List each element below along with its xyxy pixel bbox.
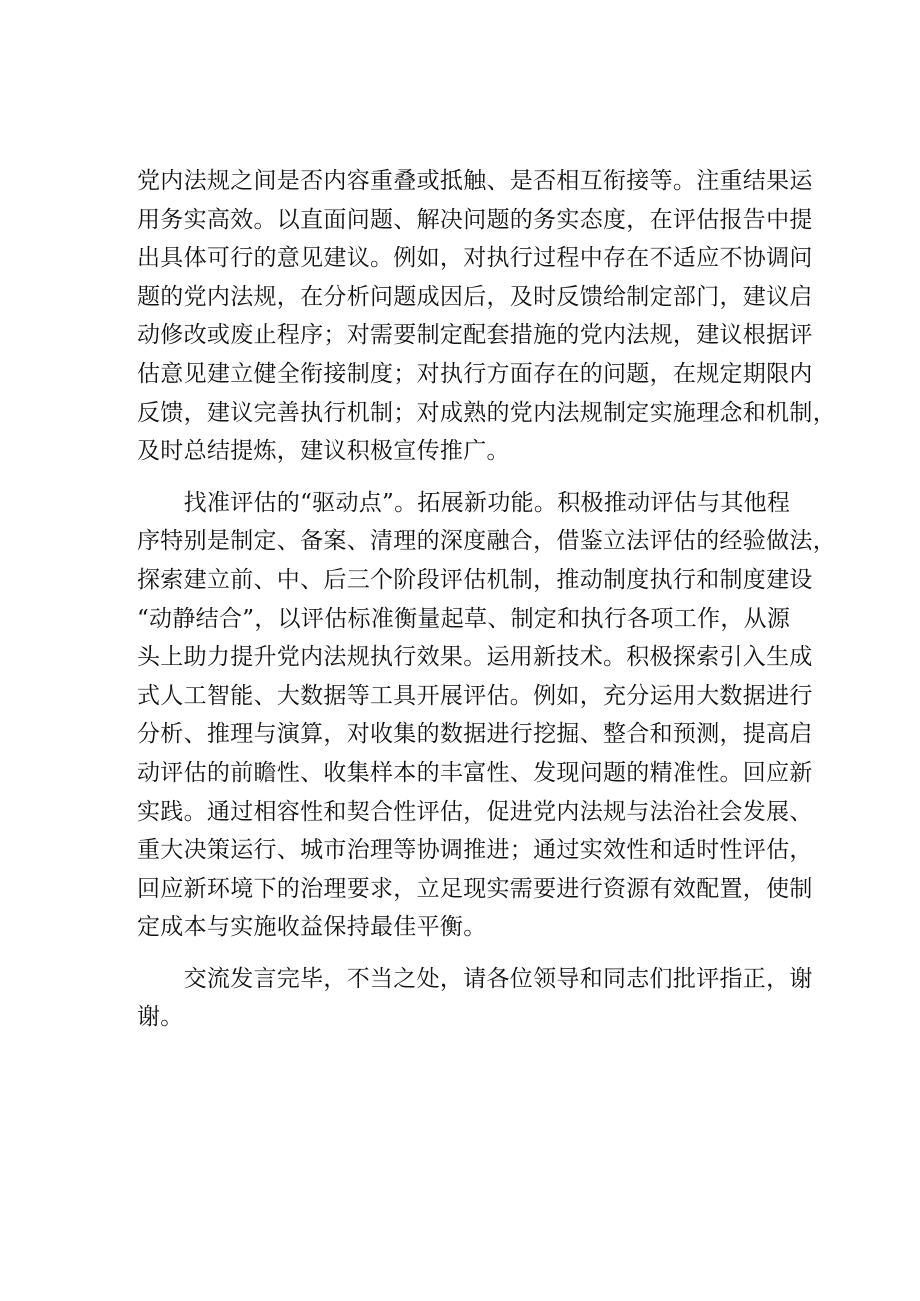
document-body [137,162,836,1037]
text-line: 党内法规之间是否内容重叠或抵触、是否相互衔接等。注重结果运 [137,168,813,194]
text-line: 实践。通过相容性和契合性评估，促进党内法规与法治社会发展、 [137,798,813,825]
paragraph-closing-remarks [137,960,817,1037]
paragraph-spacer [137,471,817,484]
paragraph-driving-point [137,484,836,947]
text-line: 探索建立前、中、后三个阶段评估机制，推动制度执行和制度建设 [137,566,813,593]
text-line: “动静结合”，以评估标准衡量起草、制定和执行各项工作，从源 [137,605,791,632]
text-line: 式人工智能、大数据等工具开展评估。例如，充分运用大数据进行 [137,682,813,709]
text-line: 及时总结提炼，建议积极宣传推广。 [137,438,510,465]
text-line: 回应新环境下的治理要求，立足现实需要进行资源有效配置，使制 [137,875,813,902]
text-line: 找准评估的“驱动点”。拓展新功能。积极推动评估与其他程 [137,489,791,516]
paragraph-evaluation-results [137,162,836,471]
text-line: 出具体可行的意见建议。例如，对执行过程中存在不适应不协调问 [137,245,813,272]
text-line: 定成本与实施收益保持最佳平衡。 [137,914,487,941]
paragraph-spacer [137,947,817,960]
text-line: 序特别是制定、备案、清理的深度融合，借鉴立法评估的经验做法， [137,528,836,555]
text-line: 题的党内法规，在分析问题成因后，及时反馈给制定部门，建议启 [137,283,813,310]
text-line: 谢。 [137,1004,184,1031]
text-line: 动修改或废止程序；对需要制定配套措施的党内法规，建议根据评 [137,322,813,349]
text-line: 动评估的前瞻性、收集样本的丰富性、发现问题的精准性。回应新 [137,759,813,786]
text-line: 交流发言完毕，不当之处，请各位领导和同志们批评指正，谢 [137,965,813,992]
text-line: 分析、推理与演算，对收集的数据进行挖掘、整合和预测，提高启 [137,721,813,748]
text-line: 重大决策运行、城市治理等协调推进；通过实效性和适时性评估， [137,837,813,864]
text-line: 估意见建立健全衔接制度；对执行方面存在的问题，在规定期限内 [137,360,813,387]
text-line: 用务实高效。以直面问题、解决问题的务实态度，在评估报告中提 [137,206,813,233]
text-line: 反馈，建议完善执行机制；对成熟的党内法规制定实施理念和机制， [137,399,836,426]
text-line: 头上助力提升党内法规执行效果。运用新技术。积极探索引入生成 [137,644,813,671]
